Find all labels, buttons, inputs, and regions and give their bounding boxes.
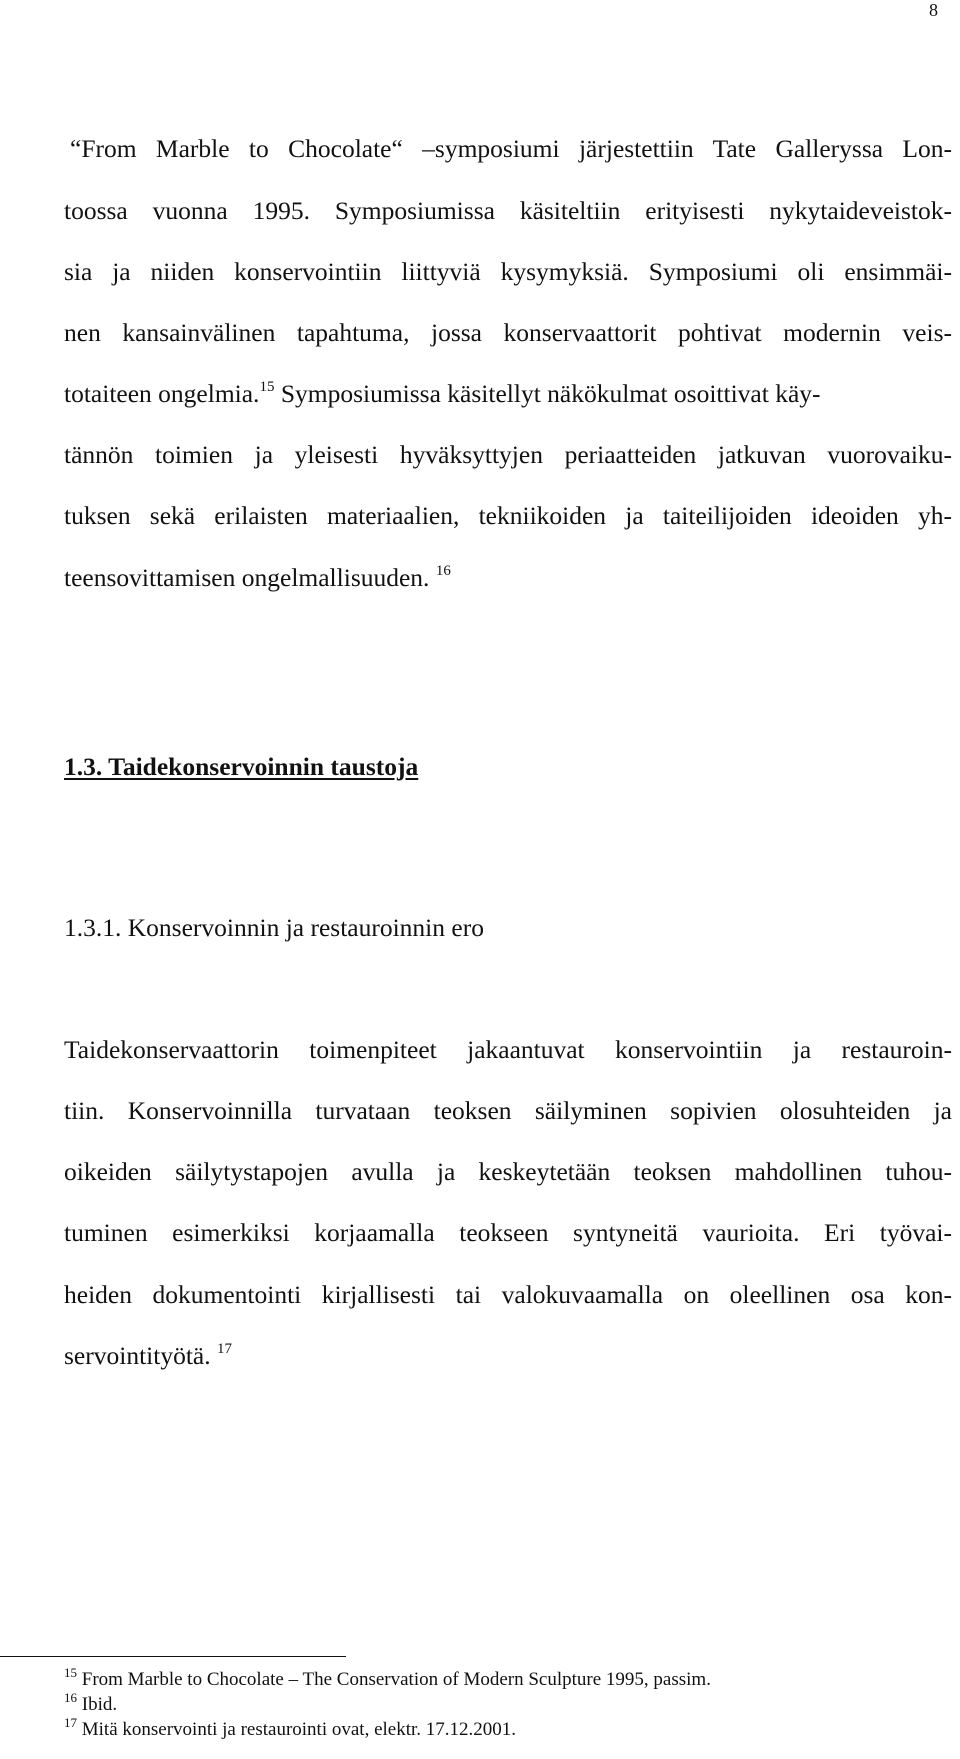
section-heading: 1.3. Taidekonservoinnin taustoja: [64, 752, 419, 781]
footnote-15: [64, 1665, 711, 1691]
line-text: totaiteen ongelmia.: [64, 379, 260, 408]
paragraph-line: toossa vuonna 1995. Symposiumissa käsiteltiin erityisesti nykytaideveistok-: [64, 196, 952, 225]
subsection-heading: 1.3.1. Konservoinnin ja restauroinnin ero: [64, 913, 484, 942]
footnote-17: [64, 1715, 517, 1741]
footnote-divider: [0, 1656, 346, 1657]
line-text: servointityötä.: [64, 1341, 211, 1370]
footnote-text: Ibid.: [81, 1694, 118, 1715]
footnote-ref-15[interactable]: 15: [259, 379, 275, 395]
paragraph-line: nen kansainvälinen tapahtuma, jossa konservaattorit pohtivat modernin veis-: [64, 318, 952, 347]
line-text: Symposiumissa käsitellyt näkökulmat osoittivat käy-: [274, 379, 821, 408]
footnote-number: 16: [64, 1690, 77, 1705]
paragraph-line: [64, 1341, 232, 1371]
footnote-16: [64, 1690, 118, 1716]
footnote-text: From Marble to Chocolate – The Conservation of Modern Sculpture 1995, passim.: [81, 1669, 711, 1690]
paragraph-line: tiin. Konservoinnilla turvataan teoksen säilyminen sopivien olosuhteiden ja: [64, 1096, 952, 1125]
footnote-ref-17[interactable]: 17: [216, 1341, 232, 1357]
page-number: 8: [929, 0, 938, 20]
paragraph-line: sia ja niiden konservointiin liittyviä kysymyksiä. Symposiumi oli ensimmäi-: [64, 257, 952, 286]
footnote-number: 17: [64, 1715, 77, 1730]
footnote-text: Mitä konservointi ja restaurointi ovat, elektr. 17.12.2001.: [81, 1719, 517, 1740]
paragraph-line: Taidekonservaattorin toimenpiteet jakaantuvat konservointiin ja restauroin-: [64, 1035, 952, 1064]
paragraph-line: heiden dokumentointi kirjallisesti tai valokuvaamalla on oleellinen osa kon-: [64, 1280, 952, 1309]
paragraph-line: [64, 379, 821, 409]
paragraph-line: oikeiden säilytystapojen avulla ja keskeytetään teoksen mahdollinen tuhou-: [64, 1157, 952, 1186]
paragraph-line: tännön toimien ja yleisesti hyväksyttyjen periaatteiden jatkuvan vuorovaiku-: [64, 440, 952, 469]
footnote-number: 15: [64, 1665, 77, 1680]
paragraph-line: tuksen sekä erilaisten materiaalien, tekniikoiden ja taiteilijoiden ideoiden yh-: [64, 501, 952, 530]
paragraph-line: tuminen esimerkiksi korjaamalla teokseen syntyneitä vaurioita. Eri työvai-: [64, 1218, 952, 1247]
paragraph-line: “From Marble to Chocolate“ –symposiumi järjestettiin Tate Galleryssa Lon-: [70, 134, 952, 163]
line-text: teensovittamisen ongelmallisuuden.: [64, 563, 430, 592]
footnote-ref-16[interactable]: 16: [435, 563, 451, 579]
paragraph-line: [64, 563, 451, 593]
